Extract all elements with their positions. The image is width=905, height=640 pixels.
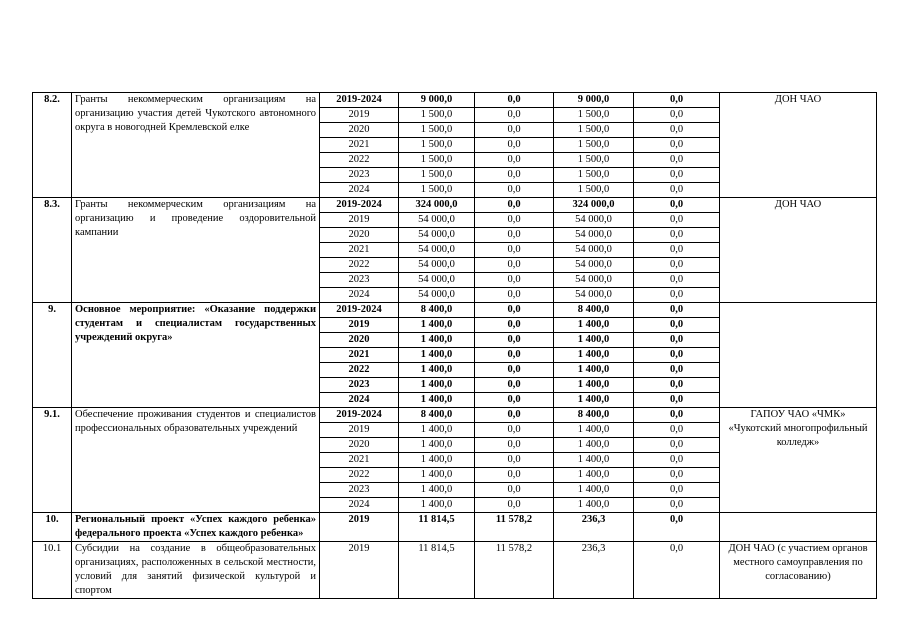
regional-amount-cell: 1 400,0 <box>554 483 634 498</box>
other-amount-cell: 0,0 <box>634 348 720 363</box>
item-number: 8.2. <box>33 93 72 198</box>
federal-amount-cell: 0,0 <box>475 138 554 153</box>
total-amount-cell: 11 814,5 <box>399 542 475 599</box>
period-cell: 2023 <box>320 168 399 183</box>
period-cell: 2022 <box>320 468 399 483</box>
executor-cell: ДОН ЧАО <box>720 198 877 303</box>
period-cell: 2019 <box>320 213 399 228</box>
total-amount-cell: 324 000,0 <box>399 198 475 213</box>
item-number: 8.3. <box>33 198 72 303</box>
table-body <box>33 93 877 599</box>
budget-table <box>32 92 877 599</box>
period-cell: 2024 <box>320 288 399 303</box>
period-cell: 2024 <box>320 183 399 198</box>
period-cell: 2021 <box>320 453 399 468</box>
total-amount-cell: 1 500,0 <box>399 183 475 198</box>
total-amount-cell: 54 000,0 <box>399 273 475 288</box>
total-amount-cell: 1 400,0 <box>399 438 475 453</box>
other-amount-cell: 0,0 <box>634 138 720 153</box>
federal-amount-cell: 0,0 <box>475 393 554 408</box>
period-cell: 2023 <box>320 273 399 288</box>
regional-amount-cell: 54 000,0 <box>554 213 634 228</box>
federal-amount-cell: 0,0 <box>475 228 554 243</box>
period-cell: 2019 <box>320 513 399 542</box>
period-cell: 2019 <box>320 542 399 599</box>
total-amount-cell: 1 400,0 <box>399 378 475 393</box>
federal-amount-cell: 0,0 <box>475 333 554 348</box>
period-cell: 2024 <box>320 498 399 513</box>
regional-amount-cell: 1 400,0 <box>554 348 634 363</box>
other-amount-cell: 0,0 <box>634 393 720 408</box>
regional-amount-cell: 1 500,0 <box>554 153 634 168</box>
period-cell: 2019-2024 <box>320 408 399 423</box>
executor-cell: ДОН ЧАО (с участием органов местного самоуправления по согласованию) <box>720 542 877 599</box>
other-amount-cell: 0,0 <box>634 318 720 333</box>
period-cell: 2019-2024 <box>320 93 399 108</box>
regional-amount-cell: 8 400,0 <box>554 303 634 318</box>
federal-amount-cell: 0,0 <box>475 423 554 438</box>
regional-amount-cell: 1 400,0 <box>554 318 634 333</box>
other-amount-cell: 0,0 <box>634 483 720 498</box>
period-cell: 2022 <box>320 363 399 378</box>
regional-amount-cell: 1 400,0 <box>554 378 634 393</box>
regional-amount-cell: 1 500,0 <box>554 183 634 198</box>
other-amount-cell: 0,0 <box>634 378 720 393</box>
item-number: 10.1 <box>33 542 72 599</box>
item-description: Гранты некоммерческим организациям на организацию участия детей Чукотского автономного округа в новогодней Кремлевской елке <box>72 93 320 198</box>
period-cell: 2024 <box>320 393 399 408</box>
other-amount-cell: 0,0 <box>634 123 720 138</box>
federal-amount-cell: 0,0 <box>475 258 554 273</box>
other-amount-cell: 0,0 <box>634 468 720 483</box>
other-amount-cell: 0,0 <box>634 333 720 348</box>
regional-amount-cell: 1 500,0 <box>554 108 634 123</box>
regional-amount-cell: 236,3 <box>554 513 634 542</box>
item-number: 9.1. <box>33 408 72 513</box>
period-cell: 2020 <box>320 333 399 348</box>
federal-amount-cell: 0,0 <box>475 408 554 423</box>
federal-amount-cell: 0,0 <box>475 453 554 468</box>
executor-cell: ГАПОУ ЧАО «ЧМК» «Чукотский многопрофильный колледж» <box>720 408 877 513</box>
federal-amount-cell: 0,0 <box>475 303 554 318</box>
total-amount-cell: 54 000,0 <box>399 213 475 228</box>
table-row <box>33 542 877 599</box>
item-description: Гранты некоммерческим организациям на организацию и проведение оздоровительной кампании <box>72 198 320 303</box>
total-amount-cell: 1 400,0 <box>399 423 475 438</box>
total-amount-cell: 1 400,0 <box>399 453 475 468</box>
other-amount-cell: 0,0 <box>634 258 720 273</box>
regional-amount-cell: 54 000,0 <box>554 258 634 273</box>
regional-amount-cell: 1 400,0 <box>554 498 634 513</box>
item-description: Основное мероприятие: «Оказание поддержки студентам и специалистам государственных учреждений округа» <box>72 303 320 408</box>
executor-cell <box>720 303 877 408</box>
period-cell: 2021 <box>320 138 399 153</box>
total-amount-cell: 8 400,0 <box>399 303 475 318</box>
regional-amount-cell: 1 500,0 <box>554 123 634 138</box>
federal-amount-cell: 0,0 <box>475 153 554 168</box>
regional-amount-cell: 324 000,0 <box>554 198 634 213</box>
total-amount-cell: 1 500,0 <box>399 153 475 168</box>
other-amount-cell: 0,0 <box>634 513 720 542</box>
other-amount-cell: 0,0 <box>634 198 720 213</box>
item-description: Обеспечение проживания студентов и специалистов профессиональных образовательных учреждений <box>72 408 320 513</box>
regional-amount-cell: 1 500,0 <box>554 138 634 153</box>
table-row <box>33 513 877 542</box>
period-cell: 2019 <box>320 108 399 123</box>
regional-amount-cell: 1 400,0 <box>554 423 634 438</box>
table-row <box>33 198 877 213</box>
table-row <box>33 408 877 423</box>
other-amount-cell: 0,0 <box>634 153 720 168</box>
executor-cell: ДОН ЧАО <box>720 93 877 198</box>
period-cell: 2020 <box>320 438 399 453</box>
federal-amount-cell: 0,0 <box>475 483 554 498</box>
regional-amount-cell: 236,3 <box>554 542 634 599</box>
total-amount-cell: 1 400,0 <box>399 363 475 378</box>
other-amount-cell: 0,0 <box>634 453 720 468</box>
other-amount-cell: 0,0 <box>634 93 720 108</box>
regional-amount-cell: 1 400,0 <box>554 333 634 348</box>
total-amount-cell: 54 000,0 <box>399 258 475 273</box>
regional-amount-cell: 54 000,0 <box>554 243 634 258</box>
regional-amount-cell: 54 000,0 <box>554 273 634 288</box>
total-amount-cell: 1 400,0 <box>399 333 475 348</box>
federal-amount-cell: 0,0 <box>475 378 554 393</box>
federal-amount-cell: 0,0 <box>475 468 554 483</box>
federal-amount-cell: 0,0 <box>475 183 554 198</box>
total-amount-cell: 54 000,0 <box>399 288 475 303</box>
period-cell: 2021 <box>320 348 399 363</box>
regional-amount-cell: 1 400,0 <box>554 363 634 378</box>
federal-amount-cell: 0,0 <box>475 273 554 288</box>
federal-amount-cell: 0,0 <box>475 168 554 183</box>
other-amount-cell: 0,0 <box>634 243 720 258</box>
regional-amount-cell: 1 400,0 <box>554 393 634 408</box>
regional-amount-cell: 1 400,0 <box>554 453 634 468</box>
other-amount-cell: 0,0 <box>634 288 720 303</box>
other-amount-cell: 0,0 <box>634 168 720 183</box>
period-cell: 2020 <box>320 228 399 243</box>
item-description: Субсидии на создание в общеобразовательных организациях, расположенных в сельской местности, условий для занятий физической культурой и спортом <box>72 542 320 599</box>
other-amount-cell: 0,0 <box>634 438 720 453</box>
federal-amount-cell: 0,0 <box>475 498 554 513</box>
other-amount-cell: 0,0 <box>634 228 720 243</box>
period-cell: 2019-2024 <box>320 198 399 213</box>
total-amount-cell: 1 400,0 <box>399 468 475 483</box>
regional-amount-cell: 8 400,0 <box>554 408 634 423</box>
total-amount-cell: 1 400,0 <box>399 348 475 363</box>
federal-amount-cell: 0,0 <box>475 198 554 213</box>
total-amount-cell: 1 400,0 <box>399 483 475 498</box>
total-amount-cell: 1 500,0 <box>399 123 475 138</box>
total-amount-cell: 1 400,0 <box>399 498 475 513</box>
period-cell: 2022 <box>320 153 399 168</box>
total-amount-cell: 54 000,0 <box>399 243 475 258</box>
total-amount-cell: 9 000,0 <box>399 93 475 108</box>
executor-cell <box>720 513 877 542</box>
other-amount-cell: 0,0 <box>634 542 720 599</box>
other-amount-cell: 0,0 <box>634 303 720 318</box>
item-number: 10. <box>33 513 72 542</box>
other-amount-cell: 0,0 <box>634 213 720 228</box>
regional-amount-cell: 54 000,0 <box>554 288 634 303</box>
regional-amount-cell: 9 000,0 <box>554 93 634 108</box>
total-amount-cell: 1 500,0 <box>399 108 475 123</box>
federal-amount-cell: 0,0 <box>475 363 554 378</box>
federal-amount-cell: 0,0 <box>475 213 554 228</box>
other-amount-cell: 0,0 <box>634 408 720 423</box>
total-amount-cell: 8 400,0 <box>399 408 475 423</box>
other-amount-cell: 0,0 <box>634 423 720 438</box>
period-cell: 2023 <box>320 483 399 498</box>
total-amount-cell: 1 500,0 <box>399 168 475 183</box>
federal-amount-cell: 11 578,2 <box>475 513 554 542</box>
regional-amount-cell: 1 400,0 <box>554 468 634 483</box>
period-cell: 2021 <box>320 243 399 258</box>
total-amount-cell: 11 814,5 <box>399 513 475 542</box>
federal-amount-cell: 0,0 <box>475 318 554 333</box>
other-amount-cell: 0,0 <box>634 498 720 513</box>
period-cell: 2022 <box>320 258 399 273</box>
regional-amount-cell: 54 000,0 <box>554 228 634 243</box>
other-amount-cell: 0,0 <box>634 273 720 288</box>
total-amount-cell: 1 400,0 <box>399 318 475 333</box>
federal-amount-cell: 0,0 <box>475 243 554 258</box>
federal-amount-cell: 0,0 <box>475 123 554 138</box>
federal-amount-cell: 0,0 <box>475 348 554 363</box>
regional-amount-cell: 1 500,0 <box>554 168 634 183</box>
total-amount-cell: 1 400,0 <box>399 393 475 408</box>
total-amount-cell: 54 000,0 <box>399 228 475 243</box>
federal-amount-cell: 0,0 <box>475 93 554 108</box>
other-amount-cell: 0,0 <box>634 363 720 378</box>
table-row <box>33 303 877 318</box>
period-cell: 2019 <box>320 318 399 333</box>
total-amount-cell: 1 500,0 <box>399 138 475 153</box>
federal-amount-cell: 11 578,2 <box>475 542 554 599</box>
other-amount-cell: 0,0 <box>634 108 720 123</box>
period-cell: 2019-2024 <box>320 303 399 318</box>
federal-amount-cell: 0,0 <box>475 108 554 123</box>
federal-amount-cell: 0,0 <box>475 288 554 303</box>
other-amount-cell: 0,0 <box>634 183 720 198</box>
item-description: Региональный проект «Успех каждого ребенка» федерального проекта «Успех каждого ребенка» <box>72 513 320 542</box>
federal-amount-cell: 0,0 <box>475 438 554 453</box>
period-cell: 2023 <box>320 378 399 393</box>
table-row <box>33 93 877 108</box>
period-cell: 2019 <box>320 423 399 438</box>
document-page <box>32 92 876 599</box>
period-cell: 2020 <box>320 123 399 138</box>
regional-amount-cell: 1 400,0 <box>554 438 634 453</box>
item-number: 9. <box>33 303 72 408</box>
